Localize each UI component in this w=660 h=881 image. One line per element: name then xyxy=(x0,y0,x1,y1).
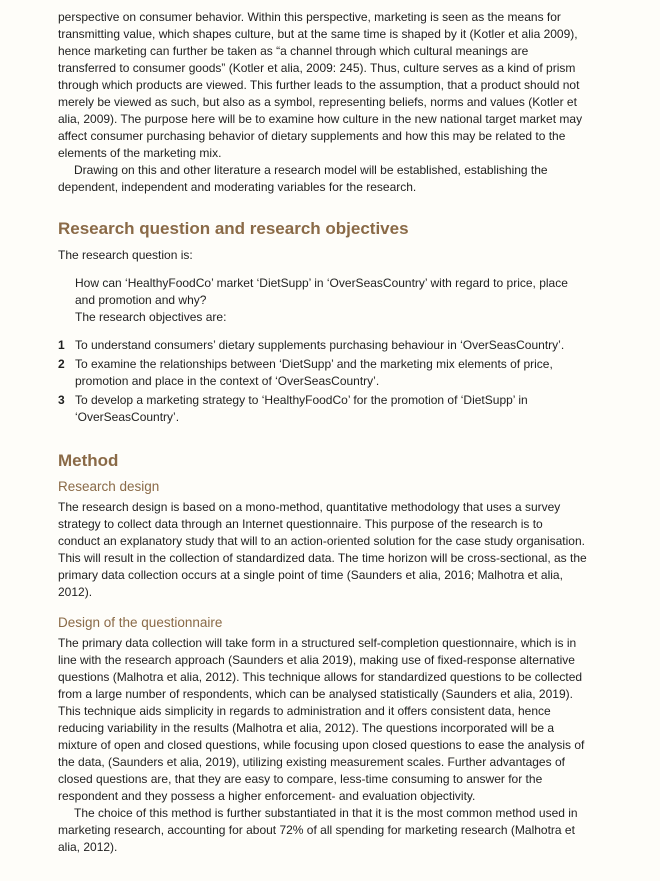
questionnaire-paragraph-2: The choice of this method is further substantiated in that it is the most common method used in marketing research, accounting for about 72% of all spending for marketing research (Malhotra et alia, 2012). xyxy=(58,806,578,854)
research-question-text: How can ‘HealthyFoodCo’ market ‘DietSupp’ in ‘OverSeasCountry’ with regard to price, place and promotion and why? xyxy=(75,276,568,307)
objective-number: 2 xyxy=(58,357,65,371)
objective-number: 1 xyxy=(58,338,65,352)
method-heading: Method xyxy=(58,451,119,470)
research-objectives-lead: The research objectives are: xyxy=(75,310,227,324)
research-design-text: The research design is based on a mono-method, quantitative methodology that uses a survey strategy to collect data through an Internet questionnaire. This purpose of the research is to conduct an explanatory study that will to an action-oriented solution for the case study organisation. This will result in the collection of standardized data. The time horizon will be cross-sectional, as the primary data collection occurs at a single point of time (Saunders et alia, 2016; Malhotra et alia, 2012). xyxy=(58,500,587,599)
questionnaire-paragraph-1: The primary data collection will take form in a structured self-completion questionnaire, which is in line with the research approach (Saunders et alia 2019), making use of fixed-response alternative questions (Malhotra et alia, 2012). This technique allows for standardized questions to be collected from a large number of respondents, which can be analysed statistically (Saunders et alia, 2019). This technique aids simplicity in regards to administration and it offers consistent data, hence reducing variability in the results (Malhotra et alia, 2012). The questions incorporated will be a mixture of open and closed questions, while focusing upon closed questions to ease the analysis of the data, (Saunders et alia, 2019), utilizing existing measurement scales. Further advantages of closed questions are, that they are easy to compare, less-time consuming to answer for the respondent and they possess a higher enforcement- and evaluation objectivity. xyxy=(58,636,585,803)
objective-text: To develop a marketing strategy to ‘HealthyFoodCo’ for the promotion of ‘DietSupp’ in ‘OverSeasCountry’. xyxy=(75,393,528,424)
objective-text: To understand consumers’ dietary supplements purchasing behaviour in ‘OverSeasCountry’. xyxy=(75,338,565,352)
objectives-list xyxy=(58,337,588,426)
questionnaire-design-heading: Design of the questionnaire xyxy=(58,615,223,630)
objective-text: To examine the relationships between ‘DietSupp’ and the marketing mix elements of price, promotion and place in the context of ‘OverSeasCountry’. xyxy=(75,357,553,388)
objective-number: 3 xyxy=(58,393,65,407)
research-question-heading: Research question and research objectives xyxy=(58,219,409,238)
research-design-heading: Research design xyxy=(58,479,160,494)
intro-paragraph-2: Drawing on this and other literature a research model will be established, establishing the dependent, independent and moderating variables for the research. xyxy=(58,163,548,194)
research-question-lead: The research question is: xyxy=(58,248,193,262)
objective-item xyxy=(58,337,588,354)
objective-item xyxy=(58,356,588,390)
objective-item xyxy=(58,392,588,426)
intro-paragraph-1: perspective on consumer behavior. Within this perspective, marketing is seen as the means for transmitting value, which shapes culture, but at the same time is shaped by it (Kotler et alia 2009), hence marketing can further be taken as “a channel through which cultural meanings are transferred to consumer goods” (Kotler et alia, 2009: 245). Thus, culture serves as a kind of prism through which products are viewed. This further leads to the assumption, that a product should not merely be viewed as such, but also as a symbol, representing beliefs, norms and values (Kotler et alia, 2009). The purpose here will be to examine how culture in the new national target market may affect consumer purchasing behavior of dietary supplements and how this may be related to the elements of the marketing mix. xyxy=(58,10,583,160)
document-page xyxy=(58,9,588,856)
